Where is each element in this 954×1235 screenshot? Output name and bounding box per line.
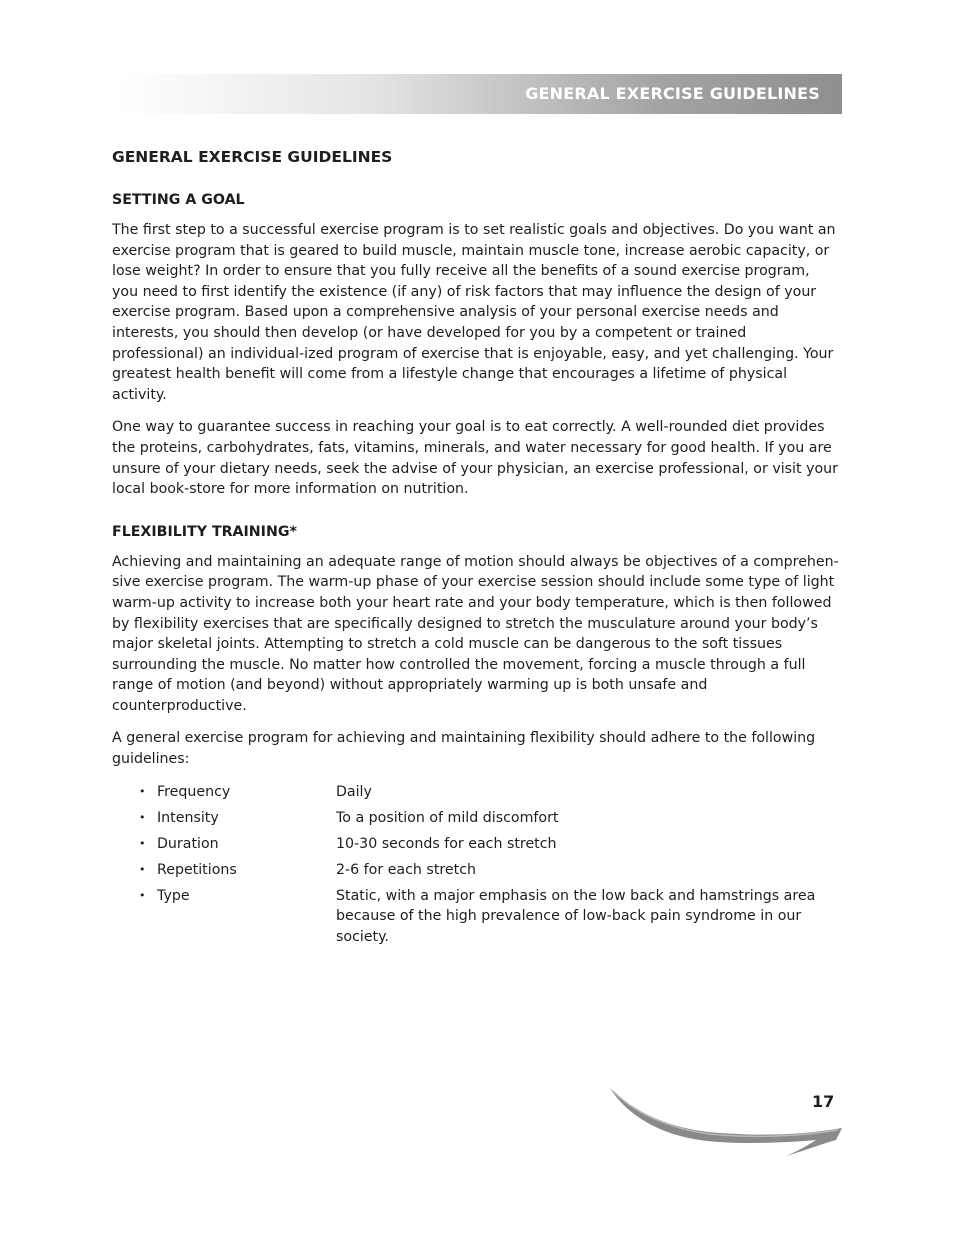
- guideline-label: Repetitions: [157, 861, 237, 878]
- header-band: [120, 74, 842, 114]
- guideline-row-duration: [112, 834, 840, 860]
- flexibility-paragraph-1: Achieving and maintaining an adequate range of motion should always be objectives of a comprehen-sive exercise program. The warm-up phase of your exercise session should include some type of light warm-up activity to increase both your heart rate and your body temperature, which is then followed by flexibility exercises that are specifically designed to stretch the musculature around your body’s major skeletal joints. Attempting to stretch a cold muscle can be dangerous to the soft tissues surrounding the muscle. No matter how controlled the movement, forcing a muscle through a full range of motion (and beyond) without appropriately warming up is both unsafe and counterproductive.: [112, 553, 839, 714]
- guideline-value: Daily: [336, 783, 372, 800]
- guideline-label: Type: [157, 887, 190, 904]
- flexibility-paragraph-2: A general exercise program for achieving and maintaining flexibility should adhere to the following guidelines:: [112, 730, 816, 768]
- bullet-icon: •: [139, 888, 146, 902]
- guideline-label: Intensity: [157, 809, 219, 826]
- guideline-value: To a position of mild discomfort: [336, 809, 559, 826]
- bullet-icon: •: [139, 836, 146, 850]
- page-number: 17: [812, 1092, 835, 1111]
- page-content: [112, 146, 840, 947]
- bullet-icon: •: [139, 784, 146, 798]
- header-title: GENERAL EXERCISE GUIDELINES: [525, 84, 820, 103]
- guideline-row-repetitions: [112, 860, 840, 886]
- bullet-icon: •: [139, 862, 146, 876]
- goal-paragraph-2: One way to guarantee success in reaching your goal is to eat correctly. A well-rounded diet provides the proteins, carbohydrates, fats, vitamins, minerals, and water necessary for good health. If you are unsure of your dietary needs, seek the advise of your physician, an exercise professional, or visit your local book-store for more information on nutrition.: [112, 419, 838, 498]
- guideline-row-frequency: [112, 782, 840, 808]
- section-heading-flexibility: FLEXIBILITY TRAINING*: [112, 523, 297, 540]
- guideline-value: 10-30 seconds for each stretch: [336, 835, 557, 852]
- guidelines-list: [112, 782, 840, 948]
- swoosh-logo-icon: [600, 1082, 845, 1162]
- guideline-value: 2-6 for each stretch: [336, 861, 476, 878]
- page-title: GENERAL EXERCISE GUIDELINES: [112, 148, 393, 166]
- section-heading-setting-goal: SETTING A GOAL: [112, 192, 245, 208]
- guideline-label: Duration: [157, 835, 219, 852]
- bullet-icon: •: [139, 810, 146, 824]
- guideline-label: Frequency: [157, 783, 231, 800]
- goal-paragraph-1: The first step to a successful exercise program is to set realistic goals and objectives. Do you want an exercise program that is geared to build muscle, maintain muscle tone, increase aerobic capacity, or lose weight? In order to ensure that you fully receive all the benefits of a sound exercise program, you need to first identify the existence (if any) of risk factors that may influence the design of your exercise program. Based upon a comprehensive analysis of your personal exercise needs and interests, you should then develop (or have developed for you by a competent or trained professional) an individual-ized program of exercise that is enjoyable, easy, and yet challenging. Your greatest health benefit will come from a lifestyle change that encourages a lifetime of physical activity.: [112, 222, 836, 403]
- guideline-row-type: [112, 886, 840, 948]
- guideline-value: Static, with a major emphasis on the low back and hamstrings area because of the high prevalence of low-back pain syndrome in our society.: [336, 887, 816, 945]
- guideline-row-intensity: [112, 808, 840, 834]
